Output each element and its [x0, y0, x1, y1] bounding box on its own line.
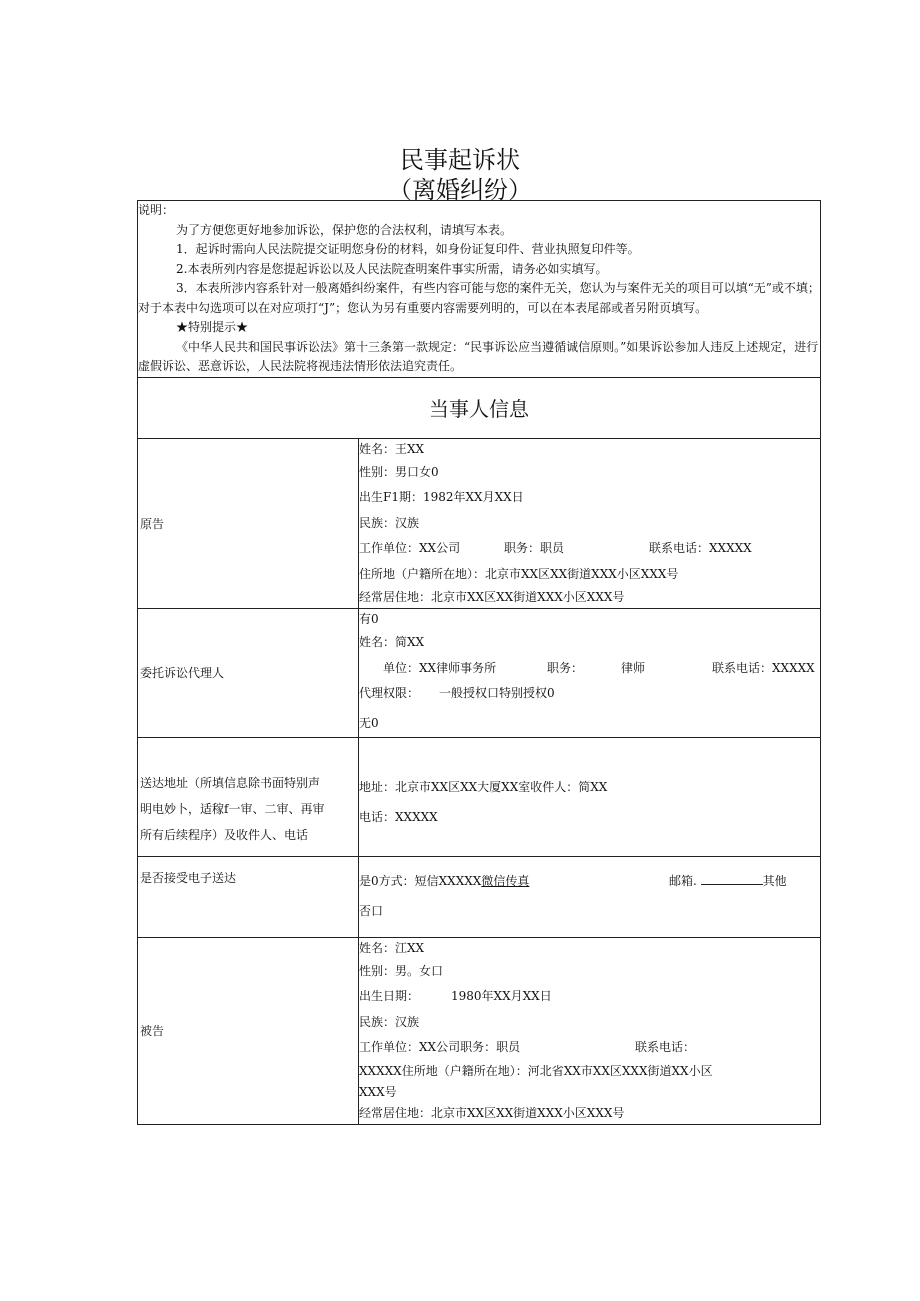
document-title: 民事起诉状: [400, 146, 520, 174]
electronic-yes-line: [359, 857, 820, 891]
electronic-fields: [359, 856, 821, 937]
defendant-fields: [359, 937, 821, 1124]
defendant-phone[interactable]: 联系电话：: [635, 1040, 696, 1054]
section-title: 当事人信息: [138, 377, 821, 438]
plaintiff-position[interactable]: 职务：职员: [504, 541, 565, 555]
service-label-line-2: 明电妙卜，适稼f一审、二审、再审: [140, 801, 325, 816]
electronic-yes-option[interactable]: 是0方式：短信XXXXX: [359, 873, 482, 888]
plaintiff-birth-date[interactable]: 出生F1期：1982年XX月XX日: [359, 490, 524, 504]
defendant-birth-line: [359, 984, 820, 1010]
agent-authority-line: [359, 681, 820, 707]
agent-unit-line: [359, 656, 820, 682]
electronic-service-row: [138, 856, 821, 937]
defendant-name[interactable]: 姓名：江XX: [359, 940, 425, 955]
defendant-birth-label: 出生日期：: [359, 989, 420, 1003]
defendant-habitual-residence[interactable]: 经常居住地：北京市XX区XX街道XXX小区XXX号: [359, 1105, 625, 1120]
electronic-no-option[interactable]: 否口: [359, 903, 384, 918]
plaintiff-work-line: [359, 536, 820, 562]
service-address[interactable]: 地址：北京市XX区XX大厦XX室收件人：简XX: [359, 779, 608, 794]
agent-position-label: 职务：: [547, 660, 584, 675]
electronic-label-text: 是否接受电子送达: [140, 870, 237, 885]
plaintiff-work-unit[interactable]: 工作单位：XX公司: [359, 541, 461, 555]
agent-label: 委托诉讼代理人: [138, 609, 359, 738]
plaintiff-name[interactable]: 姓名：王XX: [359, 441, 425, 456]
service-label: [138, 737, 359, 856]
plaintiff-residence[interactable]: 住所地（户籍所在地）：北京市XX区XX街道XXX小区XXX号: [359, 566, 679, 581]
defendant-label: 被告: [138, 937, 359, 1124]
plaintiff-row: [138, 438, 821, 609]
agent-position-value[interactable]: 律师: [621, 660, 646, 675]
defendant-birth-value[interactable]: 1980年XX月XX日: [451, 989, 552, 1003]
special-notice-heading: ★特别提示★: [176, 320, 249, 334]
document-subtitle: （离婚纠纷）: [388, 176, 532, 204]
agent-phone[interactable]: 联系电话：XXXXX: [712, 660, 815, 675]
service-phone[interactable]: 电话：XXXXX: [359, 809, 438, 824]
notes-item-2: 2.本表所列内容是您提起诉讼以及人民法院查明案件事实所需，请务必如实填写。: [176, 261, 608, 276]
agent-unit[interactable]: 单位：XX律师事务所: [383, 660, 497, 675]
defendant-residence-line-2[interactable]: XXX号: [359, 1084, 397, 1099]
electronic-email-text: 邮箱.: [669, 873, 697, 888]
service-label-line-1: 送达地址（所填信息除书面特别声: [140, 775, 321, 790]
defendant-work-line: [359, 1035, 820, 1061]
agent-name[interactable]: 姓名：简XX: [359, 635, 425, 649]
defendant-row: [138, 937, 821, 1124]
email-blank[interactable]: [701, 872, 763, 885]
electronic-methods[interactable]: 微信传真: [481, 873, 530, 888]
complaint-form-table: [137, 200, 821, 1125]
service-address-row: [138, 737, 821, 856]
plaintiff-ethnicity[interactable]: 民族：汉族: [359, 515, 420, 530]
notes-item-3: 3．本表所涉内容系针对一般离婚纠纷案件，有些内容可能与您的案件无关，您认为与案件无关的项目可以填“无”或不填；对于本表中勾选项可以在对应项打“J”；您认为另有重要内容需要列明的，可以在本表尾部或者另附页填写。: [138, 281, 820, 315]
notes-heading: 说明：: [138, 203, 175, 217]
plaintiff-label: 原告: [138, 438, 359, 609]
agent-row: [138, 609, 821, 738]
notes-item-1: 1．起诉时需向人民法院提交证明您身份的材料，如身份证复印件、营业执照复印件等。: [176, 242, 640, 256]
agent-has-option[interactable]: 有0: [359, 612, 379, 626]
notes-row: [138, 201, 821, 378]
agent-fields: [359, 609, 821, 738]
plaintiff-phone[interactable]: 联系电话：XXXXX: [649, 541, 752, 555]
section-header-row: [138, 377, 821, 438]
plaintiff-habitual-residence[interactable]: 经常居住地：北京市XX区XX街道XXX小区XXX号: [359, 590, 625, 604]
agent-authority-label: 代理权限：: [359, 686, 420, 700]
defendant-residence-line-1[interactable]: XXXXX住所地（户籍所在地）：河北省XX市XX区XXX街道XX小区: [359, 1063, 713, 1078]
defendant-ethnicity[interactable]: 民族：汉族: [359, 1014, 420, 1029]
electronic-label: [138, 856, 359, 937]
agent-authority-options[interactable]: 一般授权口特别授权0: [439, 686, 555, 700]
notes-cell: [138, 201, 821, 378]
defendant-work-unit[interactable]: 工作单位：XX公司职务：职员: [359, 1040, 521, 1054]
service-fields: [359, 737, 821, 856]
agent-none-option[interactable]: 无0: [359, 715, 379, 730]
notes-intro: 为了方便您更好地参加诉讼，保护您的合法权利，请填写本表。: [176, 222, 513, 237]
service-label-line-3: 所有后续程序）及收件人、电话: [140, 827, 309, 842]
defendant-gender[interactable]: 性别：男。女口: [359, 963, 444, 978]
plaintiff-fields: [359, 438, 821, 609]
plaintiff-gender[interactable]: 性别：男口女0: [359, 464, 439, 479]
special-notice-text: 《中华人民共和国民事诉讼法》第十三条第一款规定：“民事诉讼应当遵循诚信原则。”如果诉讼参加人违反上述规定，进行虚假诉讼、恶意诉讼，人民法院将视违法情形依法追究责任。: [138, 339, 819, 373]
electronic-other-text[interactable]: 其他: [762, 873, 787, 888]
